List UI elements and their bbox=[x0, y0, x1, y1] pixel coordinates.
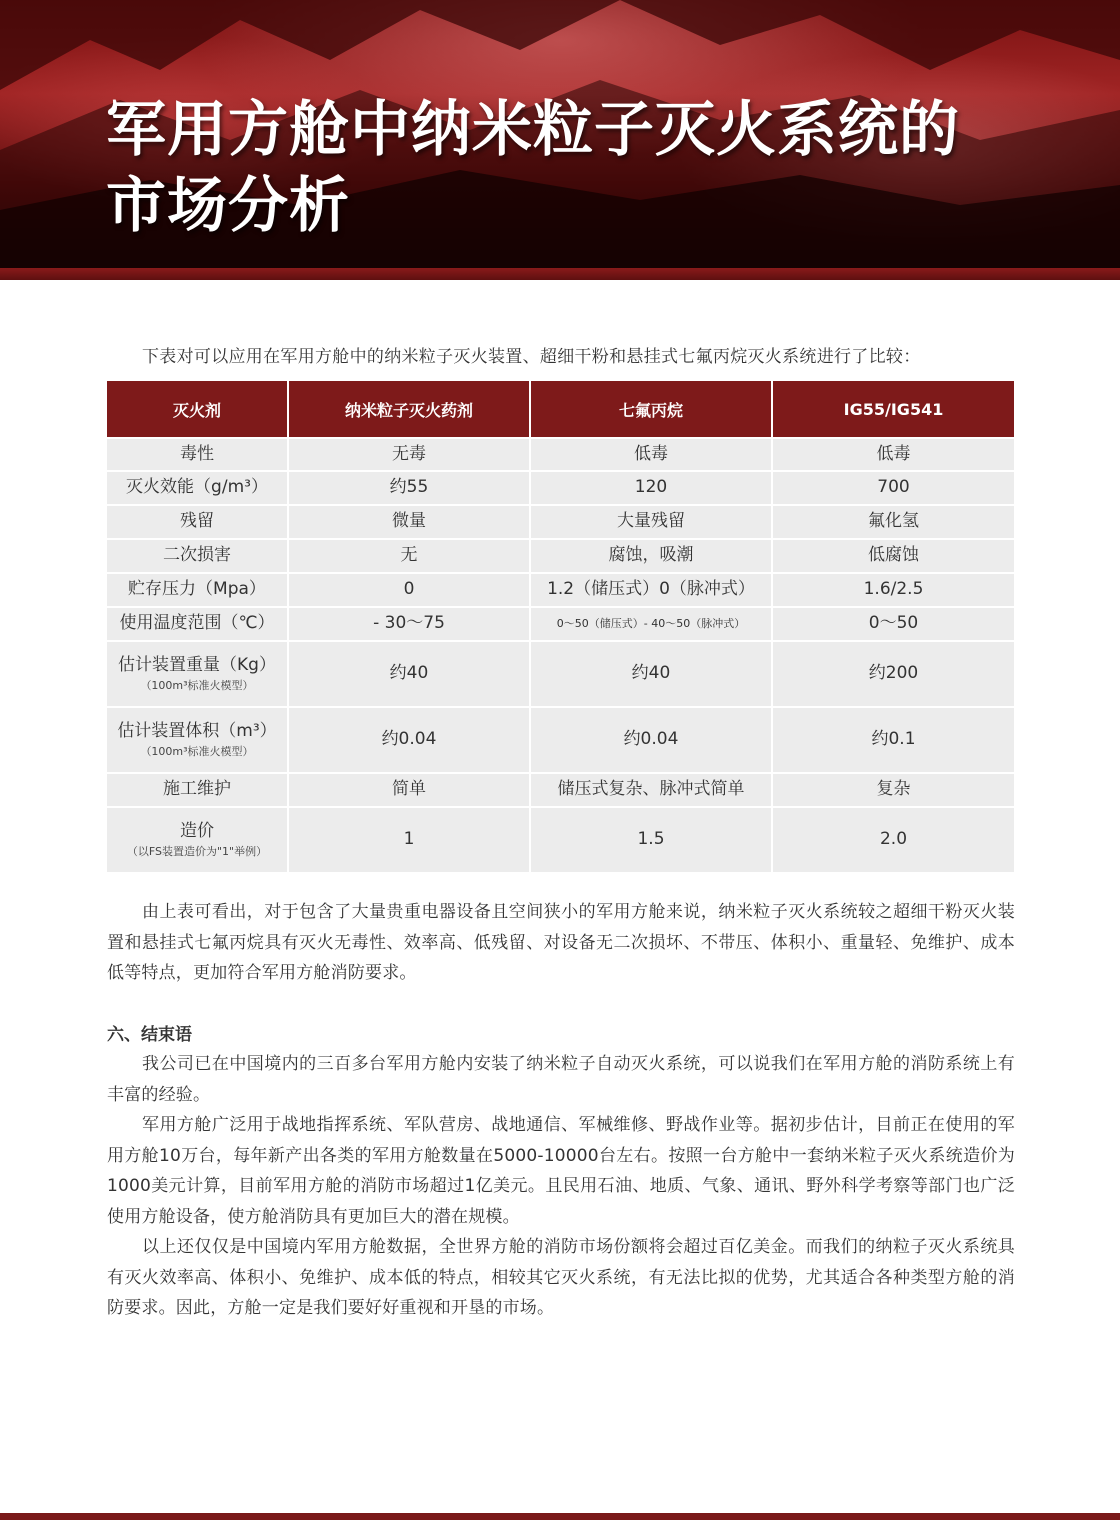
page-title bbox=[106, 92, 960, 244]
header-agent: 灭火剂 bbox=[107, 381, 288, 438]
table-cell: 0 bbox=[288, 573, 530, 607]
table-cell: 约40 bbox=[530, 641, 772, 707]
table-cell: 1.5 bbox=[530, 807, 772, 872]
table-cell: 0～50（储压式）- 40～50（脉冲式） bbox=[530, 607, 772, 641]
row-label: 使用温度范围（℃） bbox=[107, 607, 288, 641]
table-header-row bbox=[107, 381, 1014, 438]
table-cell: 0～50 bbox=[772, 607, 1014, 641]
table-cell: 无 bbox=[288, 539, 530, 573]
header-nano: 纳米粒子灭火药剂 bbox=[288, 381, 530, 438]
summary-paragraph: 由上表可看出，对于包含了大量贵重电器设备且空间狭小的军用方舱来说，纳米粒子灭火系统较之超细干粉灭火装置和悬挂式七氟丙烷具有灭火无毒性、效率高、低残留、对设备无二次损坏、不带压、体积小、重量轻、免维护、成本低等特点，更加符合军用方舱消防要求。 bbox=[107, 902, 1015, 983]
section-heading: 六、结束语 bbox=[107, 1025, 192, 1045]
row-label: 估计装置重量（Kg） bbox=[118, 655, 276, 675]
table-cell: 约0.04 bbox=[288, 707, 530, 773]
banner-divider bbox=[0, 268, 1120, 280]
table-row bbox=[107, 471, 1014, 505]
title-line-1: 军用方舱中纳米粒子灭火系统的 bbox=[106, 95, 960, 165]
header-banner bbox=[0, 0, 1120, 268]
footer-divider bbox=[0, 1513, 1120, 1520]
table-cell: 储压式复杂、脉冲式简单 bbox=[530, 773, 772, 807]
title-line-2: 市场分析 bbox=[106, 171, 350, 241]
section-paragraph-1: 我公司已在中国境内的三百多台军用方舱内安装了纳米粒子自动灭火系统，可以说我们在军用方舱的消防系统上有丰富的经验。 bbox=[107, 1054, 1015, 1105]
table-cell: 低毒 bbox=[772, 438, 1014, 471]
table-cell: 1.6/2.5 bbox=[772, 573, 1014, 607]
row-label: 估计装置体积（m³） bbox=[117, 721, 277, 741]
table-cell: 低毒 bbox=[530, 438, 772, 471]
table-cell: 120 bbox=[530, 471, 772, 505]
table-row bbox=[107, 641, 1014, 707]
table-cell: 约0.04 bbox=[530, 707, 772, 773]
table-cell: 简单 bbox=[288, 773, 530, 807]
comparison-table bbox=[107, 381, 1014, 872]
section-paragraph-3: 以上还仅仅是中国境内军用方舱数据，全世界方舱的消防市场份额将会超过百亿美金。而我们的纳粒子灭火系统具有灭火效率高、体积小、免维护、成本低的特点，相较其它灭火系统，有无法比拟的优势，尤其适合各种类型方舱的消防要求。因此，方舱一定是我们要好好重视和开垦的市场。 bbox=[107, 1237, 1015, 1318]
table-cell: 约55 bbox=[288, 471, 530, 505]
row-label-cell bbox=[107, 641, 288, 707]
table-cell: 700 bbox=[772, 471, 1014, 505]
table-row bbox=[107, 438, 1014, 471]
table-cell: 低腐蚀 bbox=[772, 539, 1014, 573]
table-cell: 无毒 bbox=[288, 438, 530, 471]
row-label: 二次损害 bbox=[107, 539, 288, 573]
row-label: 毒性 bbox=[107, 438, 288, 471]
table-row bbox=[107, 607, 1014, 641]
table-cell: 复杂 bbox=[772, 773, 1014, 807]
table-row bbox=[107, 505, 1014, 539]
row-sublabel: （100m³标准火模型） bbox=[140, 679, 254, 693]
table-cell: - 30～75 bbox=[288, 607, 530, 641]
table-cell: 1.2（储压式）0（脉冲式） bbox=[530, 573, 772, 607]
row-sublabel: （以FS装置造价为"1"举例） bbox=[126, 845, 268, 859]
table-intro: 下表对可以应用在军用方舱中的纳米粒子灭火装置、超细干粉和悬挂式七氟丙烷灭火系统进行了比较： bbox=[142, 347, 921, 367]
row-label: 残留 bbox=[107, 505, 288, 539]
row-sublabel: （100m³标准火模型） bbox=[140, 745, 254, 759]
table-row bbox=[107, 539, 1014, 573]
table-row bbox=[107, 707, 1014, 773]
table-cell: 氟化氢 bbox=[772, 505, 1014, 539]
row-label: 施工维护 bbox=[107, 773, 288, 807]
table-row bbox=[107, 573, 1014, 607]
table-cell: 2.0 bbox=[772, 807, 1014, 872]
section-paragraph-2: 军用方舱广泛用于战地指挥系统、军队营房、战地通信、军械维修、野战作业等。据初步估计，目前正在使用的军用方舱10万台，每年新产出各类的军用方舱数量在5000-10000台左右。按照一台方舱中一套纳米粒子灭火系统造价为1000美元计算，目前军用方舱的消防市场超过1亿美元。且民用石油、地质、气象、通讯、野外科学考察等部门也广泛使用方舱设备，使方舱消防具有更加巨大的潜在规模。 bbox=[107, 1115, 1015, 1227]
table-row bbox=[107, 773, 1014, 807]
table-cell: 约0.1 bbox=[772, 707, 1014, 773]
row-label: 贮存压力（Mpa） bbox=[107, 573, 288, 607]
table-cell: 腐蚀，吸潮 bbox=[530, 539, 772, 573]
row-label: 造价 bbox=[180, 821, 214, 841]
row-label-cell bbox=[107, 707, 288, 773]
row-label-cell bbox=[107, 807, 288, 872]
table-cell: 约200 bbox=[772, 641, 1014, 707]
row-label: 灭火效能（g/m³） bbox=[107, 471, 288, 505]
table-cell: 大量残留 bbox=[530, 505, 772, 539]
table-cell: 微量 bbox=[288, 505, 530, 539]
header-hfc: 七氟丙烷 bbox=[530, 381, 772, 438]
table-cell: 约40 bbox=[288, 641, 530, 707]
header-ig: IG55/IG541 bbox=[772, 381, 1014, 438]
table-row bbox=[107, 807, 1014, 872]
table-cell: 1 bbox=[288, 807, 530, 872]
